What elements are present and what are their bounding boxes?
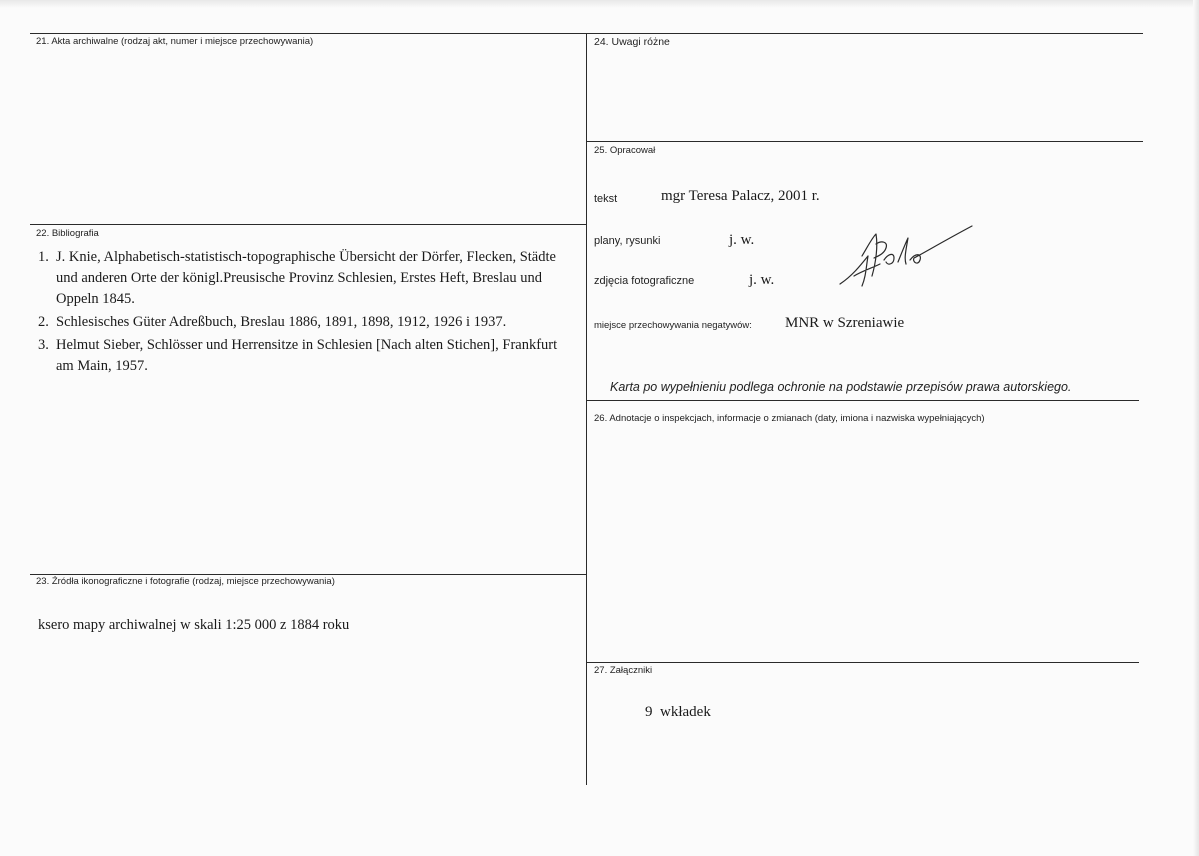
column-divider — [586, 33, 587, 785]
tekst-value: mgr Teresa Palacz, 2001 r. — [661, 188, 820, 204]
plany-value: j. w. — [729, 232, 755, 248]
rule-25-top — [587, 141, 1143, 142]
bibliography-item — [38, 312, 578, 333]
rule-27-top — [587, 662, 1139, 663]
plany-label: plany, rysunki — [594, 235, 661, 247]
tekst-label: tekst — [594, 193, 618, 205]
bibliography-item-number: 2. — [38, 314, 49, 330]
bibliography-item-number: 3. — [38, 337, 49, 353]
section-27-label: 27. Załączniki — [594, 665, 653, 676]
signature-icon — [832, 216, 982, 296]
negatywy-value: MNR w Szreniawie — [785, 315, 905, 331]
section-21-label: 21. Akta archiwalne (rodzaj akt, numer i miejsce przechowywania) — [36, 36, 314, 47]
bibliography-item-number: 1. — [38, 249, 49, 265]
section-22-label: 22. Bibliografia — [36, 228, 99, 239]
scan-right-edge — [1193, 0, 1199, 856]
zdjecia-label: zdjęcia fotograficzne — [594, 275, 695, 287]
copyright-note: Karta po wypełnieniu podlega ochronie na podstawie przepisów prawa autorskiego. — [610, 380, 1072, 394]
rule-23-top — [30, 574, 587, 575]
rule-24-top — [587, 33, 1143, 34]
section-24-label: 24. Uwagi różne — [594, 36, 670, 48]
rule-26-top — [587, 400, 1139, 401]
bibliography-item-text: Helmut Sieber, Schlösser und Herrensitze in Schlesien [Nach alten Stichen], Frankfurt am Main, 1957. — [56, 337, 558, 374]
negatywy-label: miejsce przechowywania negatywów: — [594, 320, 752, 331]
zdjecia-value: j. w. — [749, 272, 775, 288]
section-23-label: 23. Źródła ikonograficzne i fotografie (rodzaj, miejsce przechowywania) — [36, 576, 335, 587]
section-26-label: 26. Adnotacje o inspekcjach, informacje o zmianach (daty, imiona i nazwiska wypełniających) — [594, 413, 985, 424]
rule-22-top — [30, 224, 587, 225]
bibliography-item-text: Schlesisches Güter Adreßbuch, Breslau 1886, 1891, 1898, 1912, 1926 i 1937. — [56, 314, 507, 330]
section-27-text: 9 wkładek — [645, 704, 711, 720]
rule-21-top — [30, 33, 587, 34]
bibliography-item — [38, 335, 578, 377]
section-23-text: ksero mapy archiwalnej w skali 1:25 000 z 1884 roku — [38, 617, 350, 633]
section-25-label: 25. Opracował — [594, 145, 656, 156]
bibliography-list — [38, 247, 578, 379]
scan-top-shadow — [0, 0, 1199, 8]
bibliography-item — [38, 247, 578, 310]
bibliography-item-text: J. Knie, Alphabetisch-statistisch-topographische Übersicht der Dörfer, Flecken, Städte und anderen Orte der königl.Preusische Provinz Schlesien, Erstes Heft, Breslau und Oppeln 1845. — [56, 249, 556, 307]
